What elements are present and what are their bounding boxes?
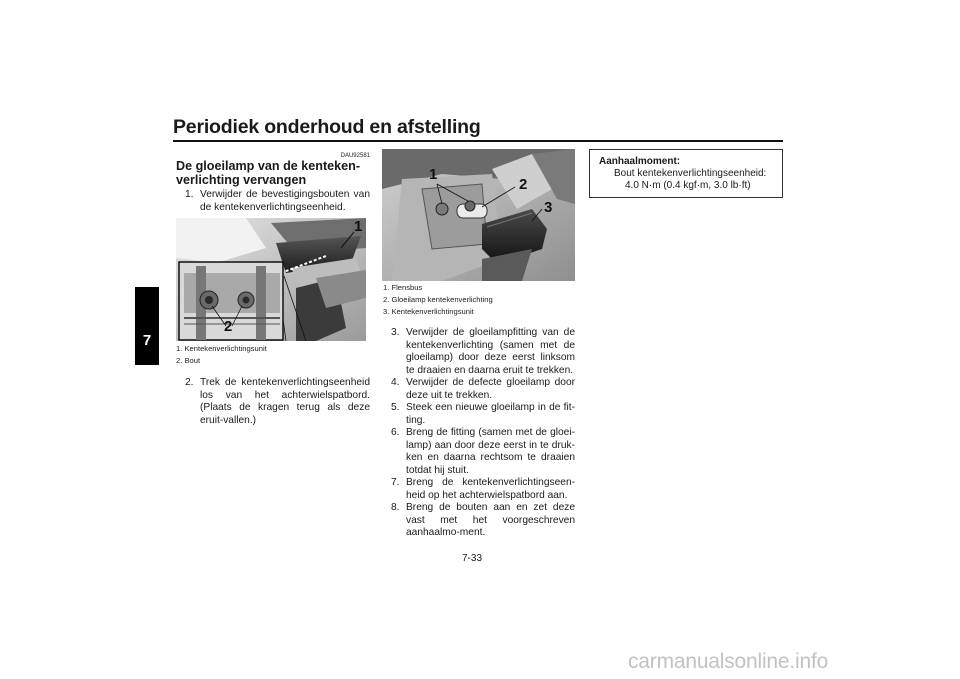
- figure-license-light-unit: [176, 218, 366, 341]
- callout-2: 2: [519, 176, 528, 193]
- step-1: [185, 189, 370, 214]
- step-6: [391, 427, 575, 477]
- step-number: 5.: [391, 402, 400, 413]
- page-title: Periodiek onderhoud en afstelling: [173, 116, 481, 138]
- step-number: 8.: [391, 502, 400, 513]
- caption-item: 1. Flensbus: [383, 283, 423, 292]
- step-7: [391, 477, 575, 502]
- step-text: Steek een nieuwe gloeilamp in de fit-ting.: [406, 402, 575, 426]
- step-text: Verwijder de gloeilampfitting van de kentekenverlichting (samen met de gloeilamp) door deze eerst linksom te draaien en daarna eruit te trekken.: [406, 327, 575, 376]
- step-8: [391, 502, 575, 540]
- step-number: 2.: [185, 377, 194, 388]
- step-text: Verwijder de defecte gloeilamp door deze uit te trekken.: [406, 377, 575, 401]
- step-number: 1.: [185, 189, 194, 200]
- torque-spec-box: [589, 149, 783, 198]
- figure-2-captions: [383, 282, 493, 318]
- step-text: Breng de kentekenverlichtingseen-heid op het achterwielspatbord aan.: [406, 477, 575, 501]
- step-number: 4.: [391, 377, 400, 388]
- step-text: Breng de fitting (samen met de gloei-lamp) aan door deze eerst in te druk-ken en daarna rechtsom te draaien totdat hij stuit.: [406, 427, 575, 476]
- step-number: 7.: [391, 477, 400, 488]
- figure-1-captions: [176, 343, 267, 367]
- caption-item: 2. Gloeilamp kentekenverlichting: [383, 295, 493, 304]
- figure-1-illustration: [176, 218, 366, 341]
- caption-item: 3. Kentekenverlichtingsunit: [383, 307, 474, 316]
- section-title: [176, 159, 376, 187]
- step-4: [391, 377, 575, 402]
- torque-value: 4.0 N·m (0.4 kgf·m, 3.0 lb·ft): [625, 180, 751, 191]
- section-title-line1: De gloeilamp van de kenteken-: [176, 159, 361, 173]
- step-text: Breng de bouten aan en zet deze vast met het voorgeschreven aanhaalmo-ment.: [406, 502, 575, 539]
- torque-item: Bout kentekenverlichtingseenheid:: [614, 168, 767, 179]
- section-title-line2: verlichting vervangen: [176, 173, 307, 187]
- step-5: [391, 402, 575, 427]
- callout-1: 1: [429, 166, 438, 183]
- step-number: 3.: [391, 327, 400, 338]
- torque-label: Aanhaalmoment:: [599, 156, 681, 167]
- step-3: [391, 327, 575, 377]
- page-number: 7-33: [462, 553, 483, 564]
- callout-2: 2: [224, 318, 233, 335]
- step-text: Trek de kentekenverlichtingseenheid los van het achterwielspatbord. (Plaats de kragen terug als deze eruit-vallen.): [200, 377, 370, 426]
- section-code: DAU92581: [340, 153, 370, 159]
- caption-item: 2. Bout: [176, 356, 201, 365]
- caption-item: 1. Kentekenverlichtingsunit: [176, 344, 267, 353]
- callout-1: 1: [354, 218, 363, 235]
- callout-3: 3: [544, 199, 553, 216]
- step-text: Verwijder de bevestigingsbouten van de kentekenverlichtingseenheid.: [200, 189, 370, 213]
- chapter-tab: 7: [135, 287, 159, 365]
- step-2: [185, 377, 370, 427]
- header-rule: [173, 140, 783, 142]
- figure-bulb-holder: [382, 149, 575, 281]
- step-number: 6.: [391, 427, 400, 438]
- watermark: carmanualsonline.info: [628, 650, 829, 673]
